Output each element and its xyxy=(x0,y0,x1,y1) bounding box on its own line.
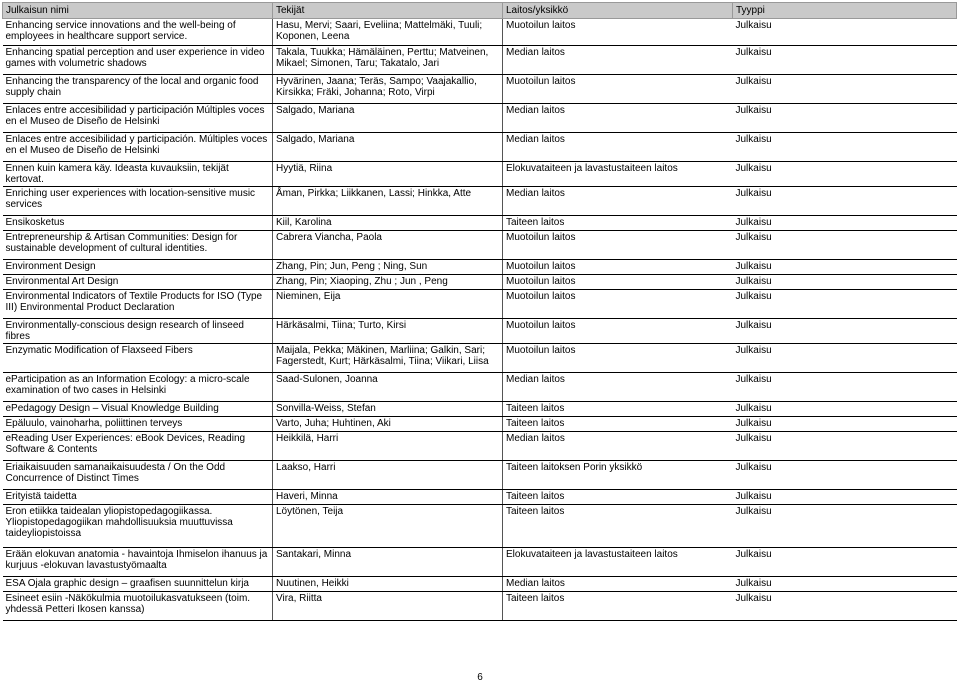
cell-nimi: eParticipation as an Information Ecology: a micro-scale examination of two cases in Helsinki xyxy=(3,373,273,402)
cell-tekijat: Saad-Sulonen, Joanna xyxy=(273,373,503,402)
cell-tekijat: Zhang, Pin; Xiaoping, Zhu ; Jun , Peng xyxy=(273,275,503,290)
table-row xyxy=(3,592,957,621)
page-number: 6 xyxy=(477,672,483,683)
cell-nimi: Enzymatic Modification of Flaxseed Fibers xyxy=(3,344,273,373)
table-row xyxy=(3,319,957,344)
cell-tyyppi: Julkaisu xyxy=(733,402,957,417)
cell-tyyppi: Julkaisu xyxy=(733,104,957,133)
cell-laitos: Median laitos xyxy=(503,104,733,133)
table-row xyxy=(3,432,957,461)
cell-laitos: Taiteen laitos xyxy=(503,505,733,548)
cell-nimi: Enlaces entre accesibilidad y participación. Múltiples voces en el Museo de Diseño de Helsinki xyxy=(3,133,273,162)
table-row xyxy=(3,260,957,275)
cell-tyyppi: Julkaisu xyxy=(733,548,957,577)
cell-laitos: Taiteen laitoksen Porin yksikkö xyxy=(503,461,733,490)
cell-tyyppi: Julkaisu xyxy=(733,417,957,432)
cell-tekijat: Hyytiä, Riina xyxy=(273,162,503,187)
column-header-laitos: Laitos/yksikkö xyxy=(503,3,733,19)
cell-laitos: Median laitos xyxy=(503,133,733,162)
cell-nimi: Environmentally-conscious design research of linseed fibres xyxy=(3,319,273,344)
table-row xyxy=(3,461,957,490)
cell-nimi: Esineet esiin -Näkökulmia muotoilukasvatukseen (toim. yhdessä Petteri Ikosen kanssa) xyxy=(3,592,273,621)
table-row xyxy=(3,231,957,260)
cell-nimi: Eron etiikka taidealan yliopistopedagogiikassa. Yliopistopedagogiikan mahdollisuuksia muuttuvissa taideyliopistoissa xyxy=(3,505,273,548)
cell-tekijat: Kiil, Karolina xyxy=(273,216,503,231)
cell-laitos: Muotoilun laitos xyxy=(503,344,733,373)
cell-tyyppi: Julkaisu xyxy=(733,216,957,231)
table-row xyxy=(3,133,957,162)
cell-nimi: Eriaikaisuuden samanaikaisuudesta / On the Odd Concurrence of Distinct Times xyxy=(3,461,273,490)
column-header-nimi: Julkaisun nimi xyxy=(3,3,273,19)
publication-sheet xyxy=(2,2,957,621)
cell-tyyppi: Julkaisu xyxy=(733,75,957,104)
table-row xyxy=(3,402,957,417)
cell-laitos: Median laitos xyxy=(503,187,733,216)
table-row xyxy=(3,216,957,231)
cell-tekijat: Takala, Tuukka; Hämäläinen, Perttu; Matveinen, Mikael; Simonen, Taru; Takatalo, Jari xyxy=(273,46,503,75)
cell-nimi: Entrepreneurship & Artisan Communities: Design for sustainable development of cultural identities. xyxy=(3,231,273,260)
cell-laitos: Taiteen laitos xyxy=(503,216,733,231)
cell-tyyppi: Julkaisu xyxy=(733,46,957,75)
cell-nimi: Environmental Indicators of Textile Products for ISO (Type III) Environmental Product Declaration xyxy=(3,290,273,319)
cell-laitos: Median laitos xyxy=(503,577,733,592)
cell-tekijat: Härkäsalmi, Tiina; Turto, Kirsi xyxy=(273,319,503,344)
table-row xyxy=(3,490,957,505)
cell-tyyppi: Julkaisu xyxy=(733,231,957,260)
cell-nimi: Enhancing service innovations and the well-being of employees in healthcare support service. xyxy=(3,19,273,46)
cell-laitos: Muotoilun laitos xyxy=(503,75,733,104)
cell-laitos: Taiteen laitos xyxy=(503,592,733,621)
table-row xyxy=(3,46,957,75)
cell-tekijat: Salgado, Mariana xyxy=(273,133,503,162)
cell-tyyppi: Julkaisu xyxy=(733,187,957,216)
cell-tekijat: Varto, Juha; Huhtinen, Aki xyxy=(273,417,503,432)
cell-tyyppi: Julkaisu xyxy=(733,319,957,344)
cell-laitos: Median laitos xyxy=(503,432,733,461)
table-row xyxy=(3,505,957,548)
cell-nimi: Environmental Art Design xyxy=(3,275,273,290)
cell-tekijat: Heikkilä, Harri xyxy=(273,432,503,461)
cell-laitos: Muotoilun laitos xyxy=(503,319,733,344)
cell-laitos: Median laitos xyxy=(503,373,733,402)
table-row xyxy=(3,275,957,290)
cell-nimi: Enlaces entre accesibilidad y participación Múltiples voces en el Museo de Diseño de Helsinki xyxy=(3,104,273,133)
cell-tyyppi: Julkaisu xyxy=(733,461,957,490)
cell-tekijat: Hyvärinen, Jaana; Teräs, Sampo; Vaajakallio, Kirsikka; Fräki, Johanna; Roto, Virpi xyxy=(273,75,503,104)
cell-tekijat: Nieminen, Eija xyxy=(273,290,503,319)
cell-tekijat: Sonvilla-Weiss, Stefan xyxy=(273,402,503,417)
publication-table xyxy=(2,2,957,621)
cell-laitos: Taiteen laitos xyxy=(503,402,733,417)
cell-nimi: Enhancing spatial perception and user experience in video games with volumetric shadows xyxy=(3,46,273,75)
cell-laitos: Taiteen laitos xyxy=(503,490,733,505)
cell-nimi: Epäluulo, vainoharha, poliittinen terveys xyxy=(3,417,273,432)
cell-tekijat: Haveri, Minna xyxy=(273,490,503,505)
cell-tekijat: Laakso, Harri xyxy=(273,461,503,490)
table-header-row xyxy=(3,3,957,19)
table-row xyxy=(3,417,957,432)
cell-tekijat: Zhang, Pin; Jun, Peng ; Ning, Sun xyxy=(273,260,503,275)
cell-tyyppi: Julkaisu xyxy=(733,490,957,505)
cell-laitos: Muotoilun laitos xyxy=(503,231,733,260)
cell-laitos: Elokuvataiteen ja lavastustaiteen laitos xyxy=(503,548,733,577)
table-row xyxy=(3,577,957,592)
cell-tekijat: Vira, Riitta xyxy=(273,592,503,621)
cell-nimi: Erään elokuvan anatomia - havaintoja Ihmiselon ihanuus ja kurjuus -elokuvan lavastustyömaalta xyxy=(3,548,273,577)
table-row xyxy=(3,344,957,373)
cell-nimi: Enhancing the transparency of the local and organic food supply chain xyxy=(3,75,273,104)
cell-tekijat: Löytönen, Teija xyxy=(273,505,503,548)
cell-nimi: ePedagogy Design – Visual Knowledge Building xyxy=(3,402,273,417)
cell-laitos: Muotoilun laitos xyxy=(503,290,733,319)
cell-tyyppi: Julkaisu xyxy=(733,290,957,319)
table-row xyxy=(3,104,957,133)
cell-tyyppi: Julkaisu xyxy=(733,162,957,187)
cell-laitos: Muotoilun laitos xyxy=(503,260,733,275)
table-row xyxy=(3,19,957,46)
table-body xyxy=(3,19,957,621)
cell-laitos: Taiteen laitos xyxy=(503,417,733,432)
table-row xyxy=(3,187,957,216)
cell-nimi: Ensikosketus xyxy=(3,216,273,231)
cell-tekijat: Nuutinen, Heikki xyxy=(273,577,503,592)
cell-tyyppi: Julkaisu xyxy=(733,275,957,290)
cell-tekijat: Åman, Pirkka; Liikkanen, Lassi; Hinkka, Atte xyxy=(273,187,503,216)
cell-tekijat: Salgado, Mariana xyxy=(273,104,503,133)
cell-laitos: Median laitos xyxy=(503,46,733,75)
cell-nimi: Environment Design xyxy=(3,260,273,275)
cell-nimi: eReading User Experiences: eBook Devices, Reading Software & Contents xyxy=(3,432,273,461)
cell-tyyppi: Julkaisu xyxy=(733,592,957,621)
cell-nimi: Enriching user experiences with location-sensitive music services xyxy=(3,187,273,216)
table-row xyxy=(3,75,957,104)
cell-tyyppi: Julkaisu xyxy=(733,19,957,46)
cell-tyyppi: Julkaisu xyxy=(733,577,957,592)
cell-tekijat: Cabrera Viancha, Paola xyxy=(273,231,503,260)
cell-nimi: Erityistä taidetta xyxy=(3,490,273,505)
cell-nimi: Ennen kuin kamera käy. Ideasta kuvauksiin, tekijät kertovat. xyxy=(3,162,273,187)
cell-tyyppi: Julkaisu xyxy=(733,505,957,548)
cell-laitos: Muotoilun laitos xyxy=(503,275,733,290)
cell-tyyppi: Julkaisu xyxy=(733,432,957,461)
cell-tyyppi: Julkaisu xyxy=(733,344,957,373)
cell-tekijat: Maijala, Pekka; Mäkinen, Marliina; Galkin, Sari; Fagerstedt, Kurt; Härkäsalmi, Tiina; Viikari, Liisa xyxy=(273,344,503,373)
table-row xyxy=(3,162,957,187)
cell-laitos: Muotoilun laitos xyxy=(503,19,733,46)
table-row xyxy=(3,548,957,577)
cell-tyyppi: Julkaisu xyxy=(733,373,957,402)
cell-tekijat: Hasu, Mervi; Saari, Eveliina; Mattelmäki, Tuuli; Koponen, Leena xyxy=(273,19,503,46)
cell-tyyppi: Julkaisu xyxy=(733,133,957,162)
table-row xyxy=(3,373,957,402)
column-header-tyyppi: Tyyppi xyxy=(733,3,957,19)
table-row xyxy=(3,290,957,319)
cell-nimi: ESA Ojala graphic design – graafisen suunnittelun kirja xyxy=(3,577,273,592)
cell-tyyppi: Julkaisu xyxy=(733,260,957,275)
cell-laitos: Elokuvataiteen ja lavastustaiteen laitos xyxy=(503,162,733,187)
column-header-tekijat: Tekijät xyxy=(273,3,503,19)
cell-tekijat: Santakari, Minna xyxy=(273,548,503,577)
